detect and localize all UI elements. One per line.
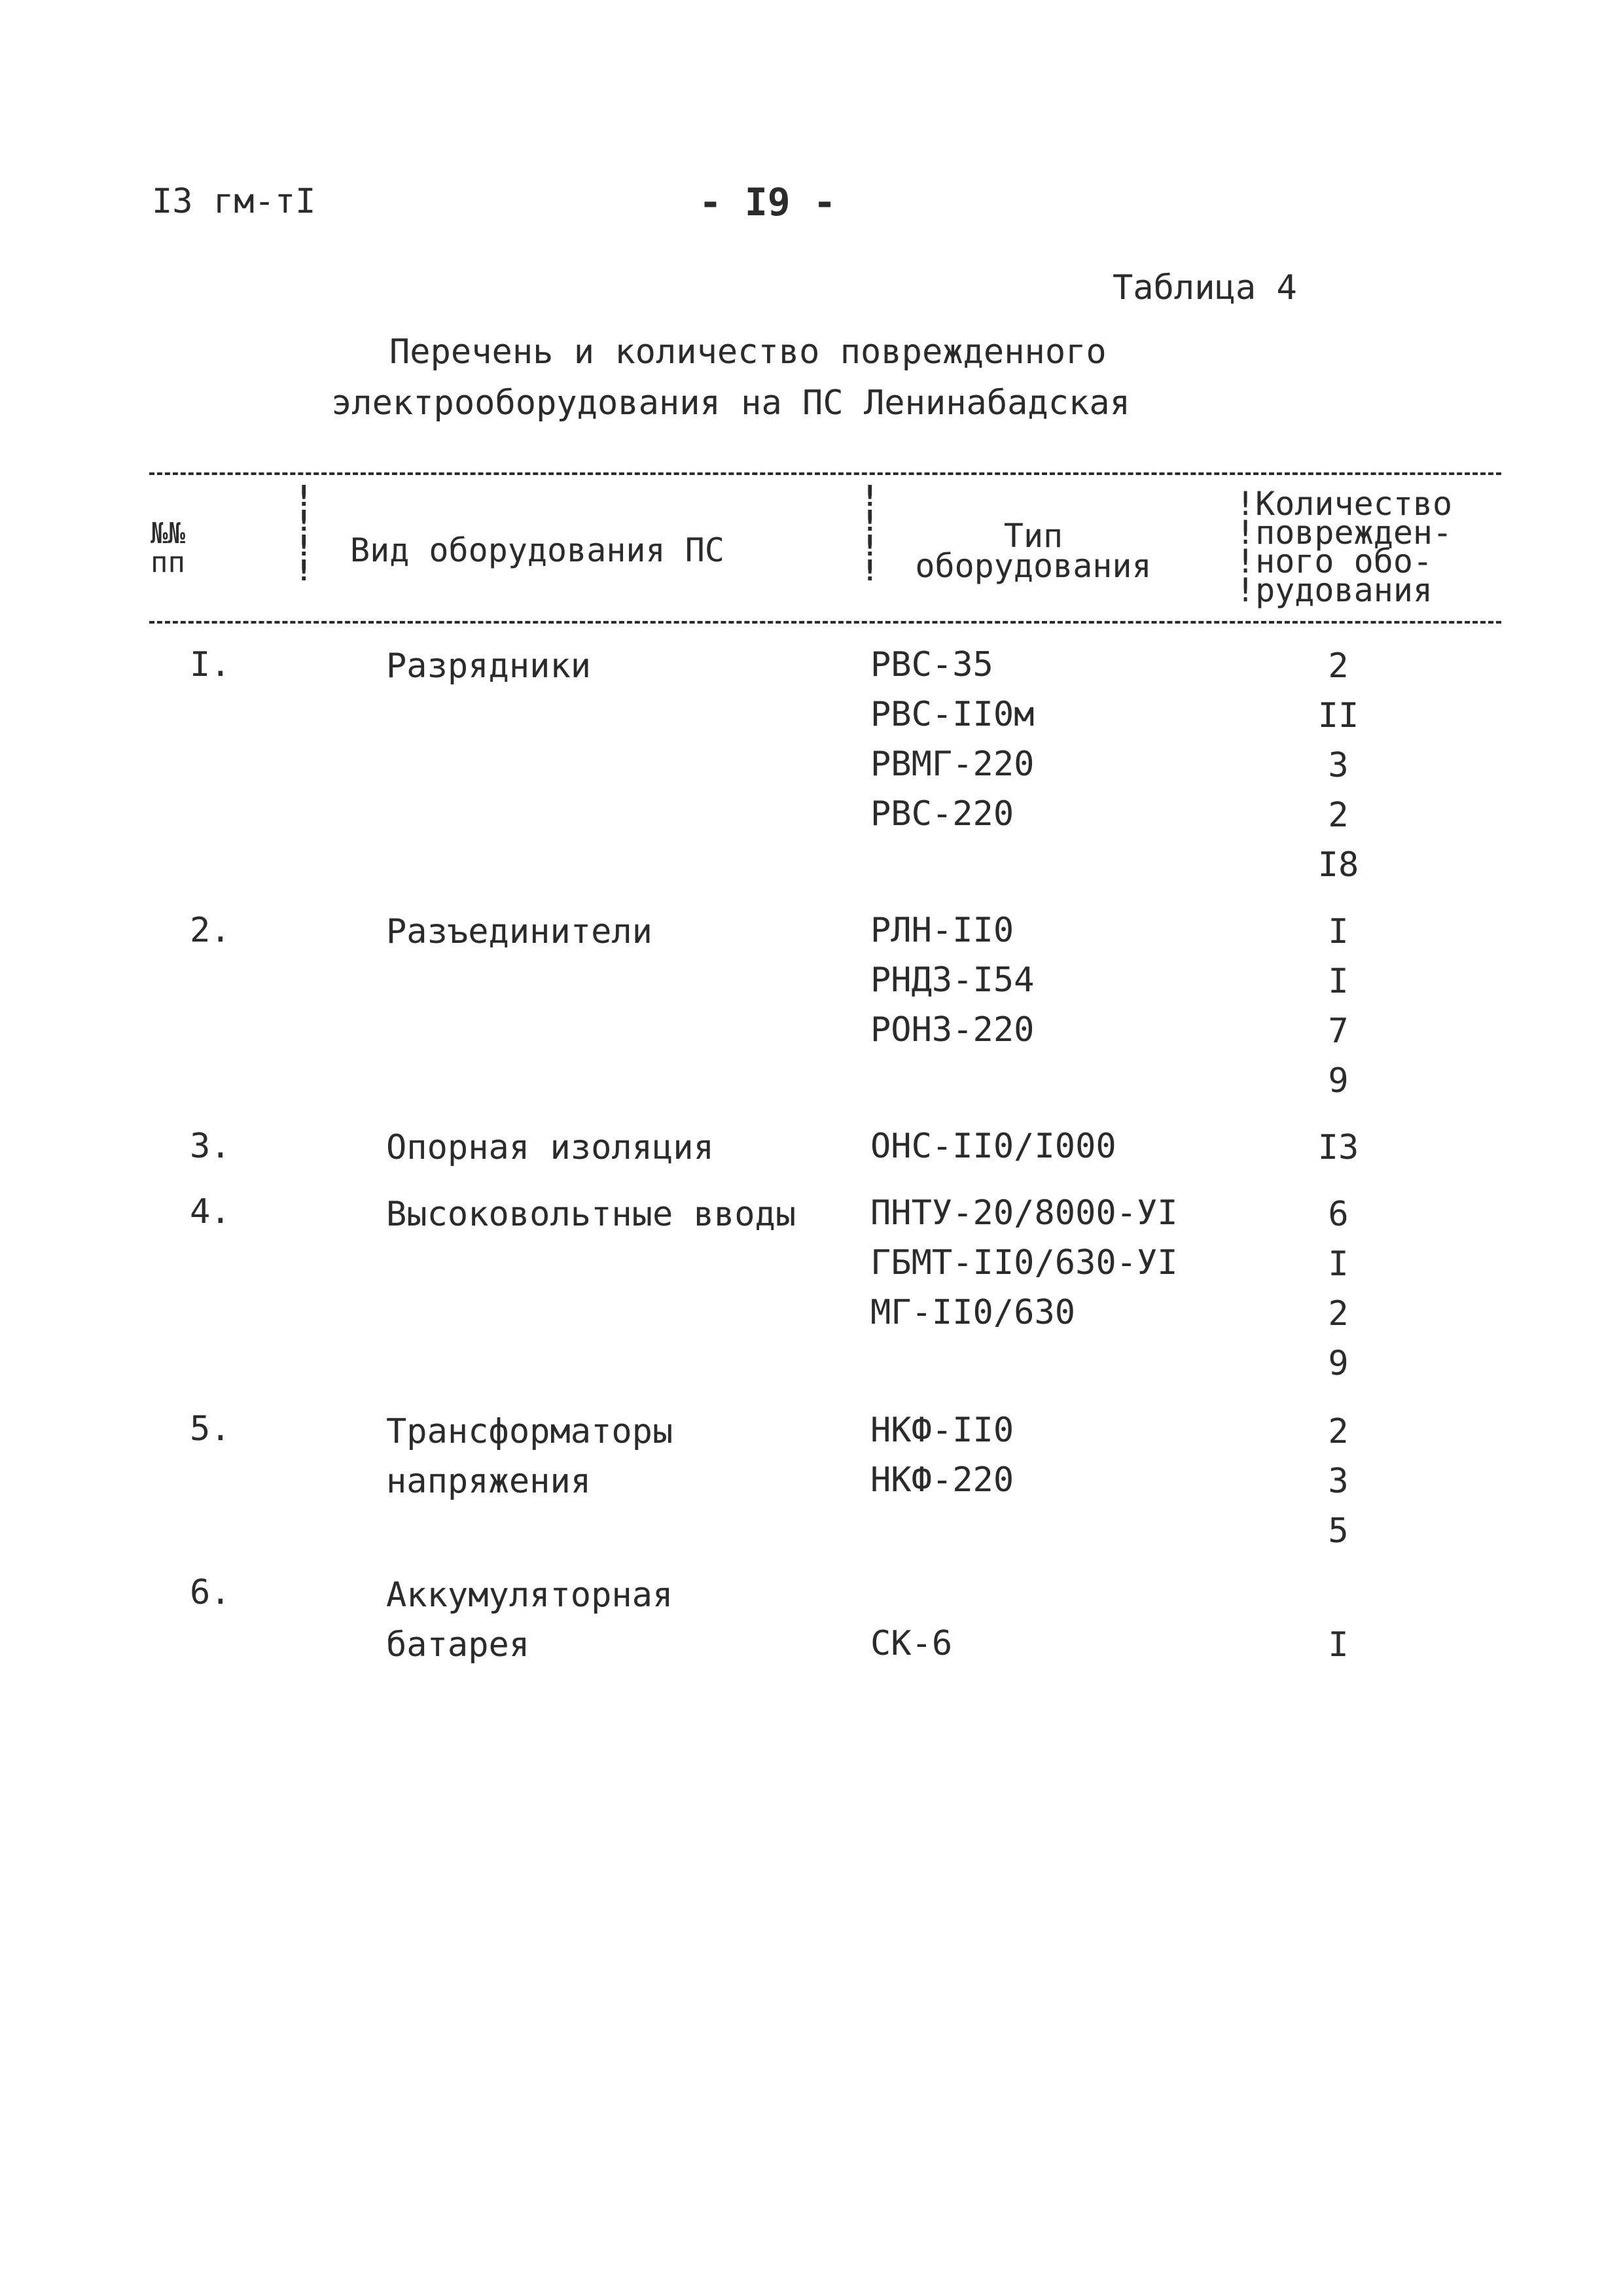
equipment-type: РНДЗ-I54 bbox=[870, 961, 1035, 1000]
equipment-type: НКФ-220 bbox=[870, 1460, 1014, 1500]
equipment-kind-line-2: напряжения bbox=[386, 1462, 592, 1501]
column-header-equipment-type: Тип оборудования bbox=[915, 517, 1152, 585]
equipment-kind: Опорная изоляция bbox=[386, 1128, 714, 1167]
damaged-count: I bbox=[1328, 962, 1349, 1001]
equipment-kind-line-2: батарея bbox=[386, 1625, 530, 1665]
table-title-line-1: Перечень и количество поврежденного bbox=[389, 332, 1107, 372]
damaged-count: 2 bbox=[1328, 1294, 1349, 1333]
damaged-count: I bbox=[1328, 1625, 1349, 1665]
column-header-damaged-count: !Количество !поврежден- !ного обо- !рудования bbox=[1236, 485, 1453, 609]
damaged-count: 3 bbox=[1328, 1462, 1349, 1501]
damaged-count: II bbox=[1317, 696, 1359, 735]
table-top-rule bbox=[149, 472, 1501, 475]
row-number: 3. bbox=[190, 1127, 231, 1166]
row-number: I. bbox=[190, 645, 231, 684]
equipment-type: РОНЗ-220 bbox=[870, 1010, 1035, 1050]
equipment-kind: Разъединители bbox=[386, 912, 652, 951]
equipment-type: СК-6 bbox=[870, 1624, 953, 1663]
group-total: I8 bbox=[1317, 845, 1359, 885]
row-number: 2. bbox=[190, 911, 231, 950]
row-number: 4. bbox=[190, 1192, 231, 1231]
damaged-count: 3 bbox=[1328, 746, 1349, 785]
equipment-type: ОНС-II0/I000 bbox=[870, 1127, 1116, 1166]
equipment-kind-line-1: Трансформаторы bbox=[386, 1412, 673, 1451]
damaged-count: 2 bbox=[1328, 646, 1349, 686]
equipment-type: МГ-II0/630 bbox=[870, 1293, 1076, 1332]
document-code: I3 гм-тI bbox=[152, 182, 316, 221]
table-header-rule bbox=[149, 621, 1501, 624]
damaged-count: I3 bbox=[1317, 1128, 1359, 1167]
equipment-type: ГБМТ-II0/630-УI bbox=[870, 1243, 1178, 1282]
equipment-kind: Разрядники bbox=[386, 646, 592, 686]
group-total: 9 bbox=[1328, 1061, 1349, 1101]
column-separator-2: ! ! ! ! bbox=[861, 480, 879, 588]
equipment-type: РЛН-II0 bbox=[870, 911, 1014, 950]
group-total: 5 bbox=[1328, 1511, 1349, 1551]
equipment-type: НКФ-II0 bbox=[870, 1411, 1014, 1450]
column-header-number: №№ пп bbox=[151, 517, 185, 579]
row-number: 5. bbox=[190, 1409, 231, 1449]
equipment-kind-line-1: Аккумуляторная bbox=[386, 1576, 673, 1615]
equipment-type: ПНТУ-20/8000-УI bbox=[870, 1193, 1178, 1233]
column-header-equipment-kind: Вид оборудования ПС bbox=[350, 531, 724, 569]
equipment-kind: Высоковольтные вводы bbox=[386, 1195, 796, 1234]
group-total: 9 bbox=[1328, 1344, 1349, 1383]
table-title-line-2: электрооборудования на ПС Ленинабадская bbox=[331, 383, 1130, 423]
equipment-type: РВС-35 bbox=[870, 645, 993, 684]
equipment-type: РВС-II0м bbox=[870, 695, 1035, 734]
column-separator-1: ! ! ! ! bbox=[295, 480, 313, 588]
row-number: 6. bbox=[190, 1573, 231, 1612]
damaged-count: 6 bbox=[1328, 1195, 1349, 1234]
damaged-count: 2 bbox=[1328, 796, 1349, 835]
damaged-count: 7 bbox=[1328, 1012, 1349, 1051]
equipment-type: РВМГ-220 bbox=[870, 745, 1035, 784]
table-label: Таблица 4 bbox=[1113, 268, 1297, 308]
damaged-count: I bbox=[1328, 1245, 1349, 1284]
damaged-count: 2 bbox=[1328, 1412, 1349, 1451]
damaged-count: I bbox=[1328, 912, 1349, 951]
equipment-type: РВС-220 bbox=[870, 794, 1014, 834]
page-number: - I9 - bbox=[699, 180, 836, 224]
